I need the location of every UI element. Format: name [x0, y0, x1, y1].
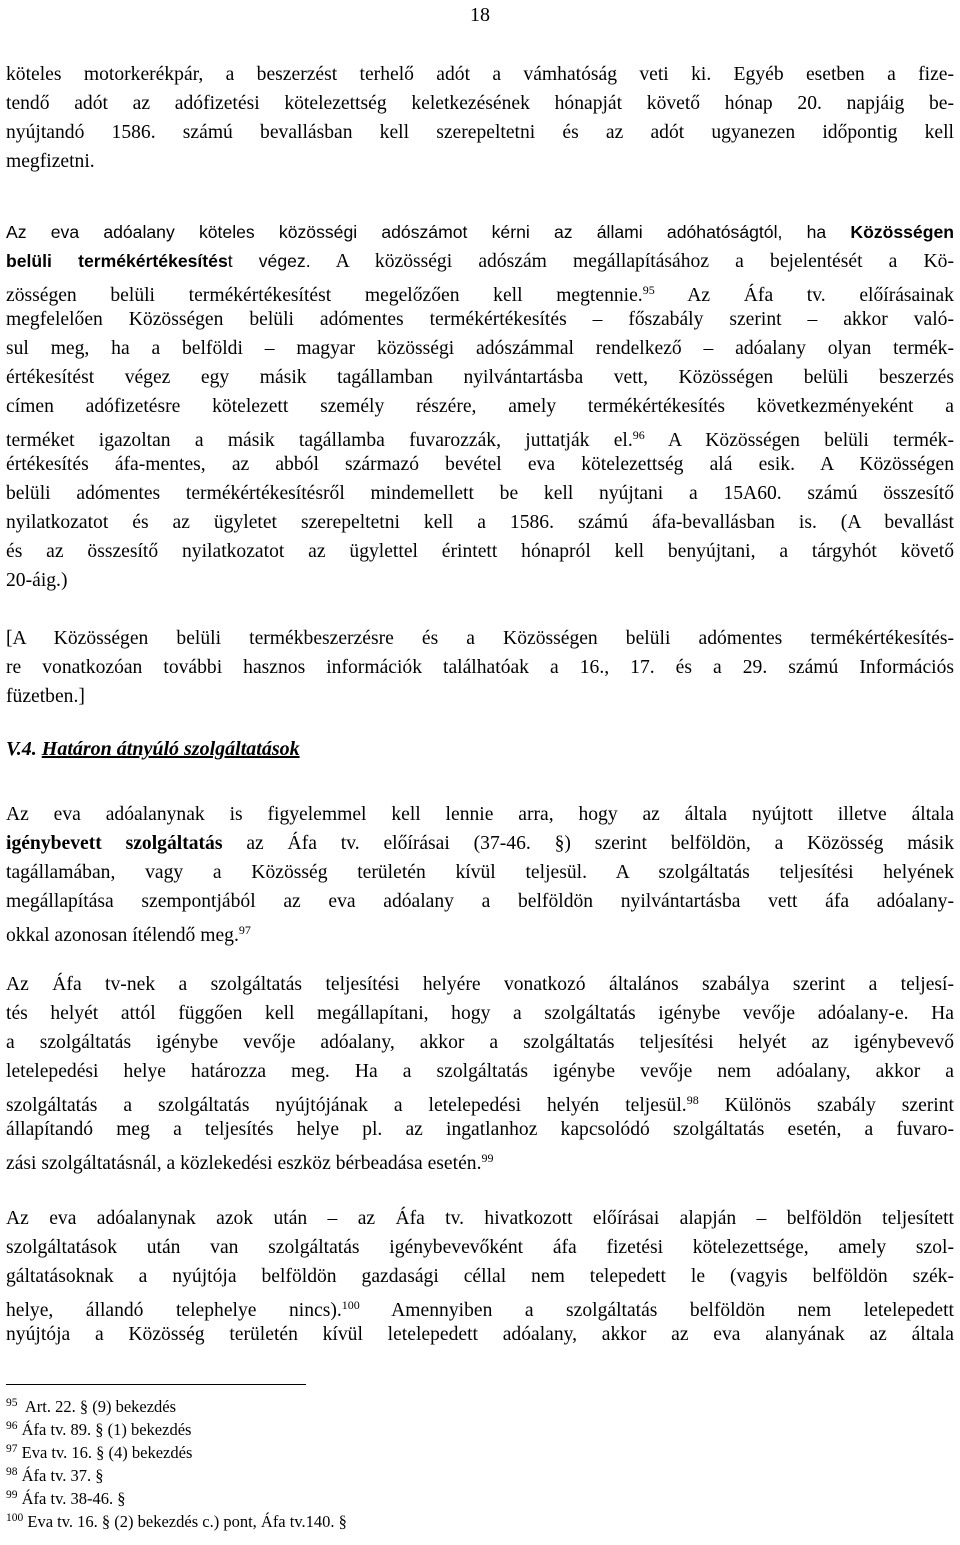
text-line: Az eva adóalanynak is figyelemmel kell lennie arra, hogy az általa nyújtott illetve általa	[6, 804, 954, 825]
text-line: nyilatkozatot és az ügyletet szerepeltetni kell a 1586. számú áfa-bevallásban is. (A bevallást	[6, 512, 954, 533]
text-line: szolgáltatások után van szolgáltatás igénybevevőként áfa fizetési kötelezettsége, amely szol-	[6, 1237, 954, 1258]
footnote-number: 99	[6, 1489, 18, 1501]
text-line	[6, 916, 954, 945]
section-title: Határon átnyúló szolgáltatások	[41, 738, 300, 760]
text-run: A közösségi adószám megállapításához a bejelentését a Kö-	[310, 251, 954, 272]
text-line: megállapítása szempontjából az eva adóalany a belföldön nyilvántartásba vett áfa adóalany-	[6, 891, 954, 912]
text-line: címen adófizetésre kötelezett személy részére, amely termékértékesítés következményeként a	[6, 396, 954, 417]
text-line: és az összesítő nyilatkozatot az ügylettel érintett hónapról kell benyújtani, a tárgyhót követő	[6, 541, 954, 562]
footnote-text: Eva tv. 16. § (2) bekezdés c.) pont, Áfa tv.140. §	[23, 1512, 347, 1531]
footnote-ref[interactable]: 96	[632, 428, 645, 442]
text-line: tés helyét attól függően kell megállapítani, hogy a szolgáltatás igénybe vevője adóalany-e. Ha	[6, 1003, 954, 1024]
text-run: zösségen belüli termékértékesítést megelőzően kell megtennie.	[6, 285, 643, 306]
footnotes	[6, 1392, 706, 1530]
section-number: V.4.	[6, 738, 37, 760]
bold-term: igénybevett szolgáltatás	[6, 833, 223, 854]
footnote	[6, 1438, 706, 1461]
paragraph-2	[6, 218, 954, 595]
text-run: helye, állandó telephelye nincs).	[6, 1300, 342, 1321]
footnote-number: 100	[6, 1512, 24, 1524]
footnote	[6, 1415, 706, 1438]
footnote-number: 98	[6, 1466, 18, 1478]
footnote-ref[interactable]: 99	[481, 1151, 494, 1165]
text-run: t végez.	[227, 251, 311, 271]
footnote-number: 95	[6, 1397, 18, 1409]
text-line	[6, 218, 954, 247]
text-line: [A Közösségen belüli termékbeszerzésre és a Közösségen belüli adómentes termékértékesítés-	[6, 628, 954, 649]
text-line: állapítandó meg a teljesítés helye pl. az ingatlanhoz kapcsolódó szolgáltatás esetén, a fuvaro-	[6, 1119, 954, 1140]
text-run: szolgáltatás a szolgáltatás nyújtójának a letelepedési helyén teljesül.	[6, 1095, 687, 1116]
paragraph-7	[6, 1204, 954, 1349]
text-line: tendő adót az adófizetési kötelezettség keletkezésének hónapját követő hónap 20. napjáig be-	[6, 93, 954, 114]
text-line	[6, 247, 954, 276]
footnote-text: Áfa tv. 38-46. §	[17, 1489, 126, 1508]
section-heading	[6, 738, 300, 761]
text-run: zási szolgáltatásnál, a közlekedési eszköz bérbeadása esetén.	[6, 1153, 482, 1174]
text-line: értékesítést végez egy másik tagállamban nyilvántartásba vett, Közösségen belüli beszerzés	[6, 367, 954, 388]
bold-term: Közösségen	[850, 222, 954, 242]
text-line: belüli adómentes termékértékesítésről mindemellett be kell nyújtani a 15A60. számú összesítő	[6, 483, 954, 504]
footnote	[6, 1507, 706, 1530]
paragraph-6	[6, 970, 954, 1173]
text-run: Különös szabály szerint	[698, 1095, 954, 1116]
text-line: tagállamában, vagy a Közösség területén kívül teljesül. A szolgáltatás teljesítési helyének	[6, 862, 954, 883]
footnote-ref[interactable]: 98	[686, 1093, 699, 1107]
footnote-number: 96	[6, 1420, 18, 1432]
text-line: Az eva adóalanynak azok után – az Áfa tv. hivatkozott előírásai alapján – belföldön teljesített	[6, 1208, 954, 1229]
text-line: köteles motorkerékpár, a beszerzést terhelő adót a vámhatóság veti ki. Egyéb esetben a fize-	[6, 64, 954, 85]
text-line	[6, 421, 954, 450]
text-run: Amennyiben a szolgáltatás belföldön nem letelepedett	[359, 1300, 954, 1321]
text-line	[6, 1144, 954, 1173]
footnote-separator	[6, 1384, 306, 1385]
paragraph-5	[6, 800, 954, 945]
text-line	[6, 1086, 954, 1115]
paragraph-1	[6, 60, 954, 176]
text-line	[6, 276, 954, 305]
bold-term: belüli termékértékesítés	[6, 251, 228, 271]
paragraph-3	[6, 624, 954, 711]
footnote-ref[interactable]: 97	[238, 923, 251, 937]
text-line: letelepedési helye határozza meg. Ha a szolgáltatás igénybe vevője nem adóalany, akkor a	[6, 1061, 954, 1082]
footnote-text: Áfa tv. 37. §	[17, 1466, 104, 1485]
text-line: értékesítés áfa-mentes, az abból származó bevétel eva kötelezettség alá esik. A Közösségen	[6, 454, 954, 475]
text-line: gáltatásoknak a nyújtója belföldön gazdasági céllal nem telepedett le (vagyis belföldön szék-	[6, 1266, 954, 1287]
footnote-ref[interactable]: 95	[642, 283, 655, 297]
text-run: az Áfa tv. előírásai (37-46. §) szerint belföldön, a Közösség másik	[222, 833, 954, 854]
text-run: Az eva adóalany köteles közösségi adószámot kérni az állami adóhatóságtól, ha	[6, 222, 851, 242]
footnote-number: 97	[6, 1443, 18, 1455]
footnote	[6, 1461, 706, 1484]
footnote	[6, 1392, 706, 1415]
footnote-text: Áfa tv. 89. § (1) bekezdés	[17, 1420, 192, 1439]
text-line: megfizetni.	[6, 151, 95, 172]
text-line: füzetben.]	[6, 686, 85, 707]
text-line: 20-áig.)	[6, 570, 68, 591]
text-run: terméket igazoltan a másik tagállamba fuvarozzák, juttatják el.	[6, 430, 633, 451]
text-line: Az Áfa tv-nek a szolgáltatás teljesítési helyére vonatkozó általános szabálya szerint a teljesí-	[6, 974, 954, 995]
text-line: nyújtója a Közösség területén kívül letelepedett adóalany, akkor az eva alanyának az általa	[6, 1324, 954, 1345]
footnote-text: Eva tv. 16. § (4) bekezdés	[17, 1443, 193, 1462]
text-line: sul meg, ha a belföldi – magyar közösségi adószámmal rendelkező – adóalany olyan termék-	[6, 338, 954, 359]
page-number: 18	[470, 4, 490, 26]
text-line: megfelelően Közösségen belüli adómentes termékértékesítés – főszabály szerint – akkor való-	[6, 309, 954, 330]
text-line	[6, 829, 954, 858]
text-line	[6, 1291, 954, 1320]
text-run: A Közösségen belüli termék-	[644, 430, 954, 451]
footnote	[6, 1484, 706, 1507]
footnote-ref[interactable]: 100	[341, 1298, 360, 1312]
text-run: Az Áfa tv. előírásainak	[654, 285, 954, 306]
text-line: nyújtandó 1586. számú bevallásban kell szerepeltetni és az adót ugyanezen időpontig kell	[6, 122, 954, 143]
text-line: re vonatkozóan további hasznos információk találhatóak a 16., 17. és a 29. számú Információs	[6, 657, 954, 678]
text-line: a szolgáltatás igénybe vevője adóalany, akkor a szolgáltatás teljesítési helyét az igénybevevő	[6, 1032, 954, 1053]
text-run: okkal azonosan ítélendő meg.	[6, 925, 239, 946]
footnote-text: Art. 22. § (9) bekezdés	[17, 1397, 177, 1416]
